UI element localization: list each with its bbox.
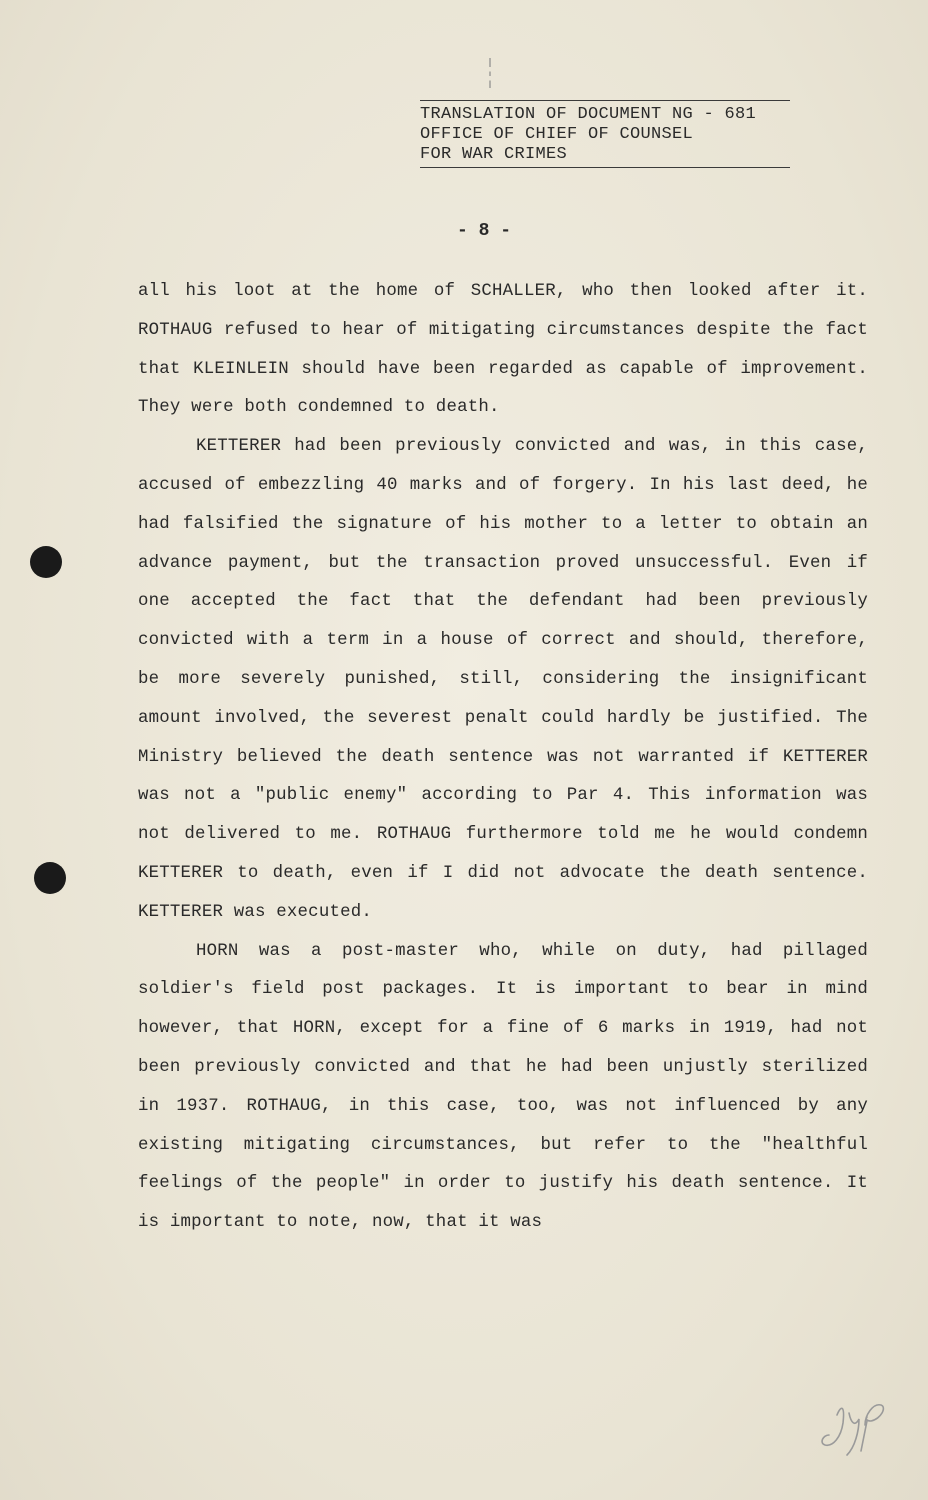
punch-hole-upper [30, 546, 62, 578]
punch-hole-lower [34, 862, 66, 894]
paragraph-ketterer: KETTERER had been previously convicted and was, in this case, accused of embezzling 40 marks and of forgery. In his last deed, he had falsified the signature of his mother to a letter to obtain an advance payment, but the transaction proved unsuccessful. Even if one accepted the fact that the defendant had been previously convicted with a term in a house of correct and should, therefore, be more severely punished, still, considering the insignificant amount involved, the severest penalt could hardly be justified. The Ministry believed the death sentence was not warranted if KETTERER was not a "public enemy" according to Par 4. This information was not delivered to me. ROTHAUG furthermore told me he would condemn KETTERER to death, even if I did not advocate the death sentence. KETTERER was executed. [138, 437, 868, 922]
header-line-war-crimes: FOR WAR CRIMES [420, 145, 568, 164]
document-header [420, 100, 790, 168]
margin-tick-mark [489, 58, 491, 88]
handwritten-initials [815, 1385, 895, 1465]
body-text [138, 273, 868, 1243]
header-line-office: OFFICE OF CHIEF OF COUNSEL [420, 125, 694, 144]
paragraph-horn: HORN was a post-master who, while on duty, had pillaged soldier's field post packages. It is important to bear in mind however, that HORN, except for a fine of 6 marks in 1919, had not been previously convicted and that he had been unjustly sterilized in 1937. ROTHAUG, in this case, too, was not influenced by any existing mitigating circumstances, but refer to the "healthful feelings of the people" in order to justify his death sentence. It is important to note, now, that it was [138, 941, 868, 1233]
header-line-translation: TRANSLATION OF DOCUMENT NG - 681 [420, 105, 757, 124]
page-number: - 8 - [456, 221, 511, 241]
paragraph-kleinlein: all his loot at the home of SCHALLER, who then looked after it. ROTHAUG refused to hear of mitigating circumstances despite the fact that KLEINLEIN should have been regarded as capable of improvement. They were both condemned to death. [138, 282, 868, 418]
